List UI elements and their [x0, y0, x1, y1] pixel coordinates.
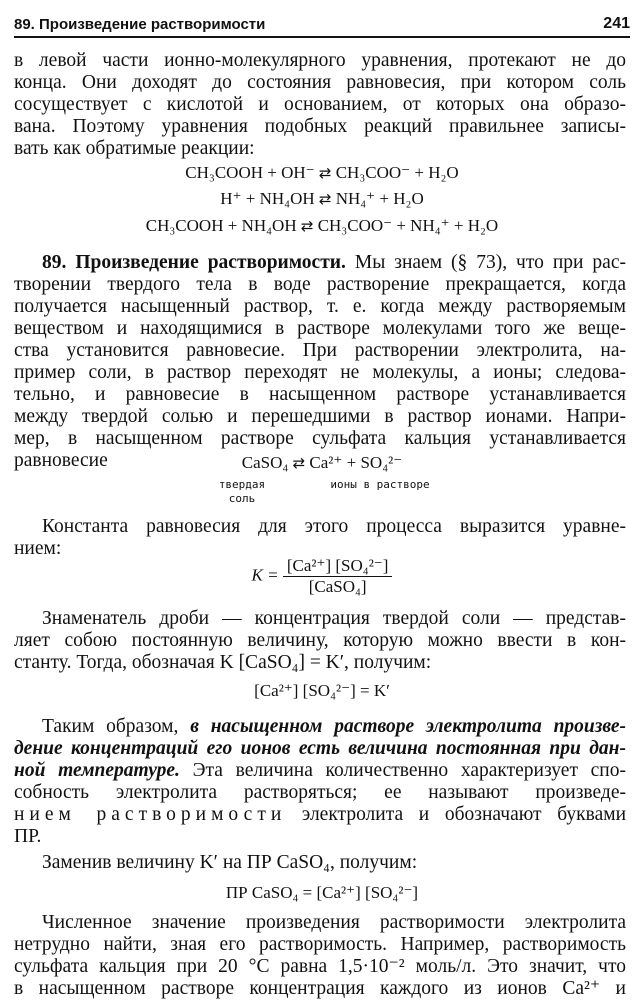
text-line: ПР.	[14, 826, 42, 847]
running-title: 89. Произведение растворимости	[14, 16, 266, 33]
text-line: нием растворимости электролита и обозначают буквами	[14, 804, 626, 825]
text-line: Заменив величину K′ на ПР CaSO₄, получим:	[42, 852, 418, 873]
text-line: вана. Поэтому уравнения подобных реакций правильнее записы-	[14, 116, 626, 137]
text-line: Таким образом, в насыщенном растворе электролита произве-	[42, 716, 627, 737]
text-line: творении твердого тела в воде растворение прекращается, когда	[14, 274, 626, 295]
text-line: получается насыщенный раствор, т. е. когда между растворяемым	[14, 296, 626, 317]
replace-paragraph	[14, 852, 626, 874]
text-line: пример соли, в раствор переходят не молекулы, а ионы; следова-	[14, 362, 626, 383]
section-heading: 89. Произведение растворимости.	[42, 252, 346, 273]
section-89-paragraph	[14, 252, 626, 472]
k-equation: K = $\frac{\text{[Ca²⁺] [SO₄²⁻]}}{\text{[CaSO₄]}}$	[0, 556, 644, 597]
equilibrium-arrows-icon: ⇄	[318, 190, 332, 208]
equilibrium-arrows-icon: ⇄	[318, 164, 332, 182]
text-line: вать как обратимые реакции:	[14, 138, 255, 159]
equilibrium-arrows-icon: ⇄	[292, 454, 306, 472]
text-line: сульфата кальция при 20 °С равна 1,5·10⁻² моль/л. Это значит, что	[14, 956, 626, 977]
text-line: станту. Тогда, обозначая K [CaSO₄] = K′, получим:	[14, 652, 432, 673]
text-line: нетрудно найти, зная его растворимость. Например, растворимость	[14, 934, 626, 955]
equilibrium-arrows-icon: ⇄	[300, 217, 314, 235]
text-line: ной температуре. Эта величина количественно характеризует спо-	[14, 760, 626, 781]
text-line: 89. Произведение растворимости. Мы знаем (§ 73), что при рас-	[42, 252, 626, 273]
text-line: между твердой солью и перешедшими в раствор ионами. Напри-	[14, 406, 626, 427]
text-line: сосуществует с кислотой и основанием, от которых она образо-	[14, 94, 626, 115]
final-paragraph	[14, 912, 626, 1000]
text-line: мер, в насыщенном растворе сульфата кальция устанавливается	[14, 428, 626, 449]
text-line: дение концентраций его ионов есть величина постоянная при дан-	[14, 738, 626, 759]
fraction	[283, 556, 393, 597]
reaction-equation: H⁺ + NH₄OH ⇄ NH₄⁺ + H₂O	[220, 189, 424, 208]
page-header	[14, 10, 630, 38]
label-ions-in-solution: ионы в растворе	[330, 478, 430, 491]
reaction-equation: CH₃COOH + OH⁻ ⇄ CH₃COO⁻ + H₂O	[185, 163, 459, 182]
text-line: конца. Они доходят до состояния равновесия, при котором соль	[14, 72, 626, 93]
k-prime-equation: [Ca²⁺] [SO₄²⁻] = K′	[254, 681, 390, 700]
text-line: собность электролита растворяться; ее называют произведе-	[14, 782, 626, 803]
definition-paragraph	[14, 716, 626, 848]
text-line: тельно, и равновесие в насыщенном растворе устанавливается	[14, 384, 626, 405]
text-line: нием:	[14, 538, 62, 559]
text-line: Константа равновесия для этого процесса выразится уравне-	[42, 516, 626, 537]
intro-paragraph	[14, 50, 626, 160]
text-line: веществом и находящимися в растворе молекулами того же веще-	[14, 318, 626, 339]
text-line: в левой части ионно-молекулярного уравнения, протекают не до	[14, 50, 626, 71]
reaction-equation: CH₃COOH + NH₄OH ⇄ CH₃COO⁻ + NH₄⁺ + H₂O	[145, 216, 499, 235]
text-line: ляет собою постоянную величину, которую можно ввести в кон-	[14, 630, 626, 651]
fraction-denominator: [CaSO₄]	[308, 577, 367, 596]
label-solid-salt: твердая соль	[218, 478, 266, 505]
page-number: 241	[603, 15, 630, 32]
text-line: Численное значение произведения растворимости электролита	[42, 912, 626, 933]
caso4-equilibrium: CaSO₄ ⇄ Ca²⁺ + SO₄²⁻	[241, 453, 403, 472]
pr-equation: ПР CaSO₄ = [Ca²⁺] [SO₄²⁻]	[225, 883, 419, 902]
text-line: ства установится равновесие. При растворении электролита, на-	[14, 340, 626, 361]
text-line: Знаменатель дроби — концентрация твердой соли — представ-	[42, 608, 626, 629]
fraction-numerator: [Ca²⁺] [SO₄²⁻]	[283, 556, 393, 577]
constant-paragraph	[14, 516, 626, 560]
text-line: равновесие	[14, 450, 108, 471]
text-line: в насыщенном растворе концентрация каждого из ионов Ca²⁺ и	[14, 978, 626, 999]
denominator-paragraph	[14, 608, 626, 674]
